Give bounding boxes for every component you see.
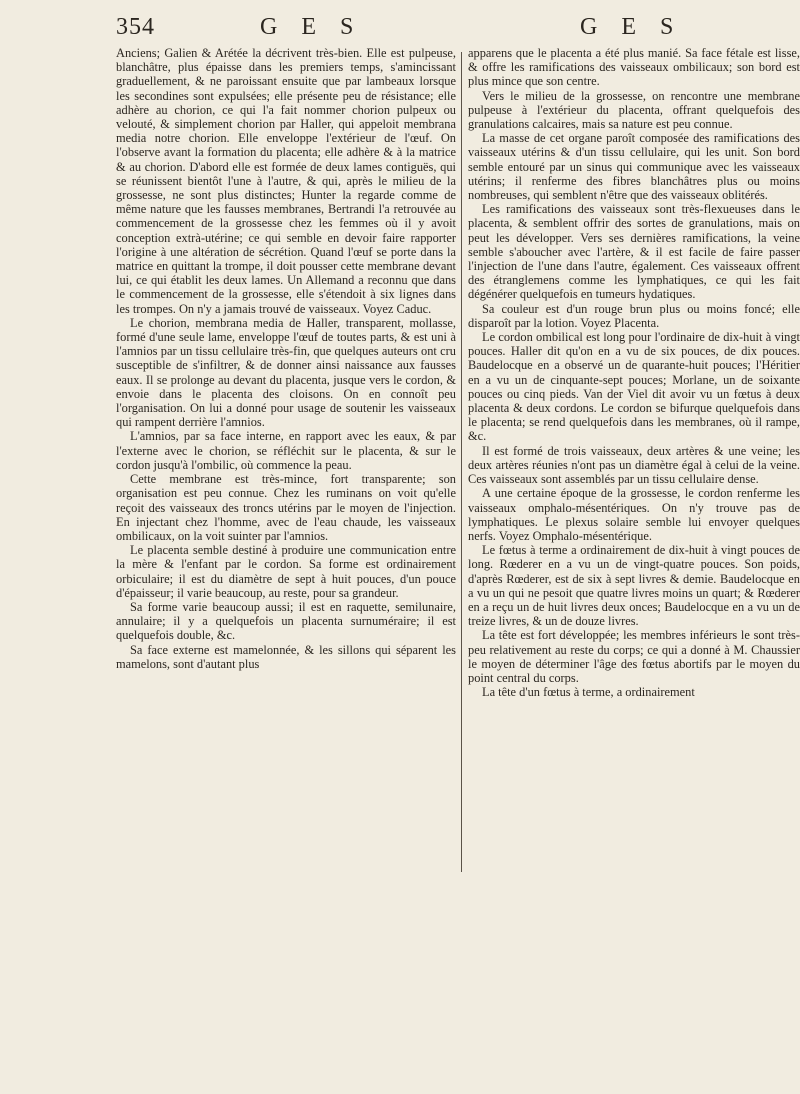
paragraph: Vers le milieu de la grossesse, on rencontre une membrane pulpeuse à l'extérieur du placenta, offrant quelquefois des granulations calcaires, mais sa nature est peu connue. — [468, 88, 800, 132]
right-text-column — [468, 46, 800, 699]
right-running-head: G E S — [580, 14, 683, 40]
column-divider — [461, 52, 462, 872]
paragraph: La tête est fort développée; les membres inférieurs le sont très-peu relativement au reste du corps; ce qui a donné à M. Chaussier le moyen de déterminer l'âge des fœtus abortifs par le moyen du point central du corps. — [468, 628, 800, 685]
paragraph: apparens que le placenta a été plus manié. Sa face fétale est lisse, & offre les ramifications des vaisseaux ombilicaux; son bord est plus mince que son centre. — [468, 46, 800, 89]
paragraph: Le placenta semble destiné à produire une communication entre la mère & l'enfant par le cordon. Sa forme est ordinairement orbiculaire; il est du diamètre de sept à huit pouces, d'un pouce d'épaisseur; il varie beaucoup, au reste, pour sa grandeur. — [116, 543, 456, 600]
paragraph: Sa couleur est d'un rouge brun plus ou moins foncé; elle disparoît par la lotion. Voyez Placenta. — [468, 301, 800, 330]
paragraph: L'amnios, par sa face interne, en rapport avec les eaux, & par l'externe avec le chorion, se réfléchit sur le placenta, & sur le cordon jusqu'à l'ombilic, où commence la peau. — [116, 429, 456, 472]
paragraph: Les ramifications des vaisseaux sont très-flexueuses dans le placenta, & semblent offrir des sortes de granulations, mais on peut les développer. Vers ses dernières ramifications, la veine semble s'aboucher avec l'artère, & il est facile de faire passer l'injection de l'une dans l'autre, également. Ces vaisseaux offrent des étranglemens comme les lymphatiques, ce qui les fait dégénérer quelquefois en tumeurs hydatiques. — [468, 202, 800, 302]
paragraph: A une certaine époque de la grossesse, le cordon renferme les vaisseaux omphalo-mésentériques. On n'y trouve pas de lymphatiques. Le plexus solaire semble lui envoyer quelques nerfs. Voyez Omphalo-mésentérique. — [468, 486, 800, 543]
paragraph: La tête d'un fœtus à terme, a ordinairement — [482, 685, 695, 700]
paragraph: Anciens; Galien & Arétée la décrivent très-bien. Elle est pulpeuse, blanchâtre, plus épaisse dans les premiers temps, s'amincissant graduellement, & ne paroissant ensuite que par lambeaux lorsque les secondines sont expulsées; elle présente peu de résistance; elle adhère au chorion, ce qui l'a fait nommer chorion pulpeux ou velouté, & simplement chorion par Haller, qui appeloit membrana media notre chorion. Elle enveloppe l'extérieur de l'œuf. On l'observe avant la formation du placenta; elle adhère & à la matrice & au chorion. D'abord elle est formée de deux lames contiguës, qui se réunissent bientôt l'une à l'autre, & qui, après le milieu de la grossesse, ne sont plus distinctes; Hunter la regarde comme de même nature que les fausses membranes, Bertrandi l'a retrouvée au commencement de la grossesse chez les femmes où il y avoit conception extrà-utérine; ce qui semble en devoir faire rapporter l'origine à une altération de sécrétion. Quand l'œuf se porte dans la matrice en quittant la trompe, il doit pousser cette membrane devant lui, ce qui établit les deux lames. Un Allemand a reconnu que dans le commencement de la grossesse, elle s'étendoit à six lignes dans les trompes. On n'y a jamais trouvé de vaisseaux. Voyez Caduc. — [116, 46, 456, 316]
page-number: 354 — [116, 14, 155, 40]
paragraph: Le cordon ombilical est long pour l'ordinaire de dix-huit à vingt pouces. Haller dit qu'on en a vu de six pouces, de dix pouces. Baudelocque en a observé un de quarante-huit pouces; l'Héritier en a vu un de cinquante-sept pouces; Morlane, un de soixante pouces ou cinq pieds. Van der Viel dit avoir vu un fœtus à deux placenta & deux cordons. Le cordon se bifurque quelquefois dans le placenta; se rend quelquefois dans les membranes, où il rampe, &c. — [468, 330, 800, 444]
paragraph: Il est formé de trois vaisseaux, deux artères & une veine; les deux artères réunies n'ont pas un diamètre égal à celui de la veine. Ces vaisseaux sont assemblés par un tissu cellulaire dense. — [468, 443, 800, 487]
paragraph: Le chorion, membrana media de Haller, transparent, mollasse, formé d'une seule lame, enveloppe l'œuf de toutes parts, & est uni à l'amnios par un tissu cellulaire très-fin, que quelques auteurs ont cru susceptible de s'infiltrer, & de donner ainsi naissance aux fausses eaux. Il se prolonge au devant du placenta, jusque vers le cordon, & envoie dans le placenta des cloisons. On en connoît peu l'organisation. On lui a donné pour usage de soutenir les vaisseaux qui rampent derrière l'amnios. — [116, 315, 456, 430]
paragraph: Sa forme varie beaucoup aussi; il est en raquette, semilunaire, annulaire; il y a quelquefois un placenta surnuméraire; il est quelquefois double, &c. — [116, 599, 456, 643]
paragraph: Le fœtus à terme a ordinairement de dix-huit à vingt pouces de long. Rœderer en a vu un de vingt-quatre pouces. Son poids, d'après Rœderer, est de six à sept livres & demie. Baudelocque en a vu un qui ne pesoit que quatre livres moins un quart; & Rœderer en a reçu un de huit livres deux onces; Baudelocque en a vu un de treize livres, & un de douze livres. — [468, 543, 800, 629]
left-running-head: G E S — [260, 14, 363, 40]
paragraph: Cette membrane est très-mince, fort transparente; son organisation est peu connue. Chez les ruminans on voit qu'elle reçoit des vaisseaux des troncs utérins par le moyen de l'injection. En injectant chez l'homme, avec de l'eau chaude, les vaisseaux ombilicaux, on la voit suinter par l'amnios. — [116, 472, 456, 543]
paragraph: Sa face externe est mamelonnée, & les sillons qui séparent les mamelons, sont d'autant plus — [116, 642, 456, 671]
running-header — [0, 8, 800, 48]
paragraph: La masse de cet organe paroît composée des ramifications des vaisseaux utérins & d'un tissu cellulaire, qui les unit. Son bord semble entouré par un sinus qui communique avec les vaisseaux utérins; il renferme des fibres blanchâtres plus ou moins nombreuses, qui semblent n'être que des vaisseaux oblitérés. — [468, 131, 800, 203]
left-text-column — [116, 46, 456, 671]
